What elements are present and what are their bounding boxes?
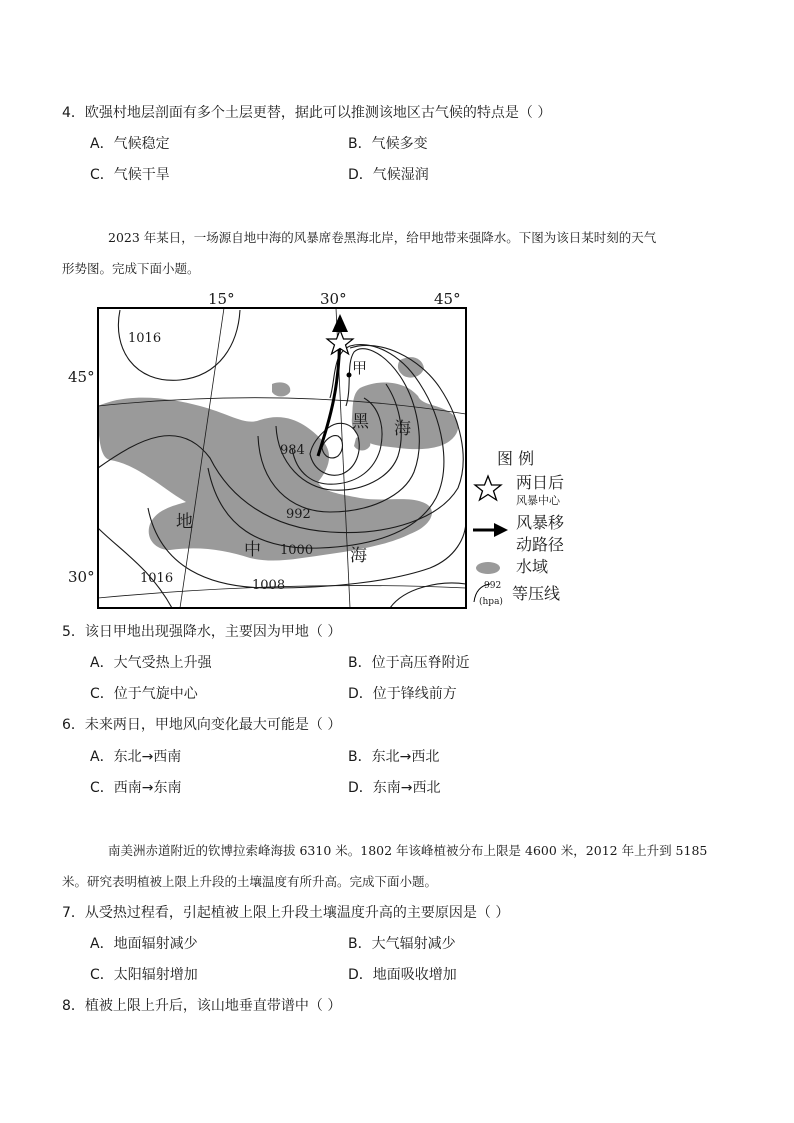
q4-stem: 4．欧强村地层剖面有多个土层更替，据此可以推测该地区古气候的特点是（ ） (62, 105, 552, 121)
label-black-sea-1: 黑 (352, 412, 369, 432)
q5-stem: 5．该日甲地出现强降水，主要因为甲地（ ） (62, 624, 342, 640)
label-med-3: 海 (350, 546, 367, 566)
passage2-line1: 南美洲赤道附近的钦博拉索峰海拔 6310 米。1802 年该峰植被分布上限是 4600 米，2012 年上升到 5185 (108, 843, 708, 858)
legend-star-icon (475, 476, 501, 500)
lon-label-30: 30° (320, 290, 347, 308)
lon-label-15: 15° (208, 290, 235, 308)
q5-option-a: A．大气受热上升强 (90, 655, 212, 671)
legend-arrow-label-2: 动路径 (516, 535, 565, 554)
storm-path-arrow (318, 314, 353, 456)
q7-option-a: A．地面辐射减少 (90, 936, 198, 952)
point-jia-dot (347, 373, 352, 378)
q5-option-b: B．位于高压脊附近 (348, 655, 470, 671)
q7-option-b: B．大气辐射减少 (348, 936, 456, 952)
isobar-label-1016-north: 1016 (128, 331, 162, 346)
isobar-label-1008: 1008 (252, 578, 286, 593)
legend-water-label: 水域 (516, 557, 549, 576)
q6-option-d: D．东南→西北 (348, 780, 441, 796)
legend-arrow-label-1: 风暴移 (516, 513, 565, 532)
label-med-1: 地 (176, 512, 193, 532)
passage1-line1: 2023 年某日，一场源自地中海的风暴席卷黑海北岸，给甲地带来强降水。下图为该日某时刻的天气 (108, 230, 657, 245)
label-black-sea-2: 海 (394, 419, 411, 439)
q5-option-d: D．位于锋线前方 (348, 686, 457, 702)
q7-stem: 7．从受热过程看，引起植被上限上升段土壤温度升高的主要原因是（ ） (62, 905, 510, 921)
q4-option-c: C．气候干旱 (90, 167, 170, 183)
legend-star-label: 两日后 (516, 473, 565, 492)
label-med-2: 中 (244, 540, 261, 560)
legend-isobar-value: 992 (484, 581, 502, 591)
legend-water-swatch (476, 562, 500, 574)
q6-option-b: B．东北→西北 (348, 749, 440, 765)
isobar-label-1016-south: 1016 (140, 571, 174, 586)
q7-option-d: D．地面吸收增加 (348, 967, 457, 983)
q7-option-c: C．太阳辐射增加 (90, 967, 198, 983)
isobar-label-992: 992 (286, 507, 311, 522)
map-legend (473, 449, 564, 607)
passage1-line2: 形势图。完成下面小题。 (62, 261, 200, 276)
q6-option-c: C．西南→东南 (90, 780, 182, 796)
q4-option-b: B．气候多变 (348, 136, 428, 152)
q8-stem: 8．植被上限上升后，该山地垂直带谱中（ ） (62, 998, 342, 1014)
water-areas (98, 357, 458, 560)
legend-isobar-unit: (hpa) (479, 597, 503, 607)
q4-option-d: D．气候湿润 (348, 167, 429, 183)
q5-option-c: C．位于气旋中心 (90, 686, 198, 702)
legend-arrow-icon (494, 523, 508, 537)
passage2-line2: 米。研究表明植被上限上升段的土壤温度有所升高。完成下面小题。 (62, 874, 438, 889)
q6-option-a: A．东北→西南 (90, 749, 182, 765)
legend-star-sublabel: 风暴中心 (516, 494, 560, 507)
legend-isobar-label: 等压线 (512, 584, 561, 603)
weather-map-figure (60, 288, 580, 618)
lat-label-30: 30° (68, 568, 95, 586)
isobar-label-984: 984 (280, 443, 305, 458)
legend-title: 图 例 (497, 449, 535, 468)
isobar-label-1000: 1000 (280, 543, 314, 558)
q6-stem: 6．未来两日，甲地风向变化最大可能是（ ） (62, 717, 342, 733)
lat-label-45: 45° (68, 368, 95, 386)
label-jia: 甲 (352, 359, 368, 377)
q4-option-a: A．气候稳定 (90, 136, 170, 152)
lon-label-45: 45° (434, 290, 461, 308)
